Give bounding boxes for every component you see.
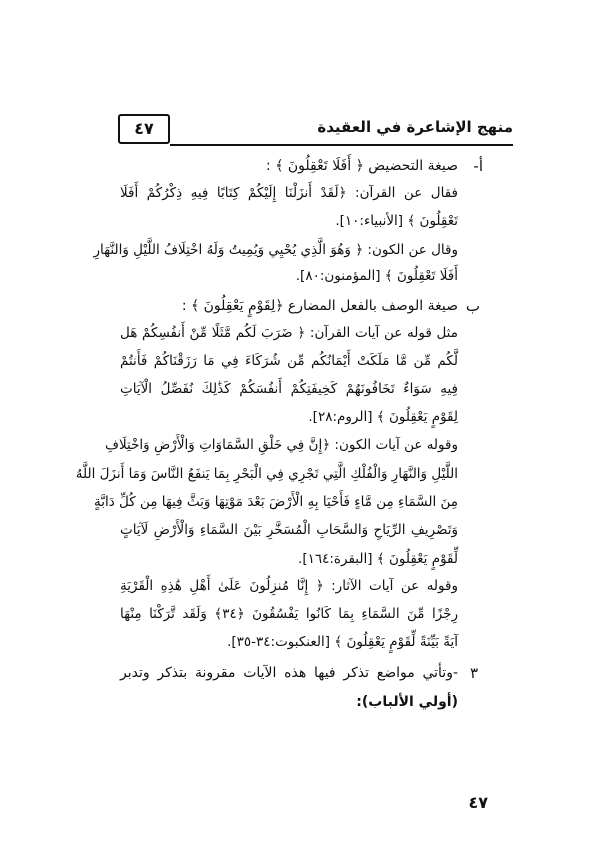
header-page-number: ٤٧ bbox=[118, 114, 170, 144]
section-a-heading: صيغة التحضيض ﴿ أَفَلَا تَعْقِلُونَ ﴾ : bbox=[266, 158, 458, 174]
section-b-line-12: آيَةً بَيِّنَةً لِّقَوْمٍ يَعْقِلُونَ ﴾ [العنكبوت:٣٤-٣٥]. bbox=[227, 634, 458, 650]
section-b-heading: صيغة الوصف بالفعل المضارع ﴿لِقَوْمٍ يَعْقِلُونَ ﴾ : bbox=[181, 298, 458, 314]
section-b-line-5: وقوله عن آيات الكون: ﴿إِنَّ فِي خَلْقِ السَّمَاوَاتِ وَالْأَرْضِ وَاخْتِلَافِ bbox=[104, 437, 458, 453]
page-header bbox=[118, 112, 513, 148]
section-c-line-1: -وتأتي مواضع تذكر فيها هذه الآيات مقرونة بتذكر وتدبر bbox=[120, 665, 458, 681]
section-c-line-2: (أولي الألباب): bbox=[356, 694, 458, 710]
section-b-line-7: مِنَ السَّمَاءِ مِن مَّاءٍ فَأَحْيَا بِهِ الْأَرْضَ بَعْدَ مَوْتِهَا وَبَثَّ فِيهَا مِن كُلِّ دَابَّةٍ bbox=[93, 494, 458, 510]
section-b-marker: ب bbox=[465, 297, 480, 315]
section-b-line-2: لَّكُم مِّن مَّا مَلَكَتْ أَيْمَانُكُم مِّن شُرَكَاءَ فِي مَا رَزَقْنَاكُمْ فَأَنتُمْ bbox=[120, 353, 458, 369]
section-b-line-3: فِيهِ سَوَاءٌ تَخَافُونَهُمْ كَخِيفَتِكُمْ أَنفُسَكُمْ كَذَٰلِكَ نُفَصِّلُ الْآيَاتِ bbox=[120, 381, 458, 397]
section-b-line-11: رِجْزًا مِّنَ السَّمَاءِ بِمَا كَانُوا يَفْسُقُونَ ﴿٣٤﴾ وَلَقَد تَّرَكْنَا مِنْهَا bbox=[120, 606, 459, 622]
header-rule bbox=[170, 144, 513, 146]
section-a-line-2: تَعْقِلُونَ ﴾ [الأنبياء:١٠]. bbox=[335, 213, 458, 229]
section-a-line-3: وقال عن الكون: ﴿ وَهُوَ الَّذِي يُحْيِي وَيُمِيتُ وَلَهُ اخْتِلَافُ اللَّيْلِ وَالنَّهَارِ bbox=[93, 242, 458, 258]
section-b-line-6: اللَّيْلِ وَالنَّهَارِ وَالْفُلْكِ الَّتِي تَجْرِي فِي الْبَحْرِ بِمَا يَنفَعُ النَّاسَ وَمَا أَنزَلَ اللَّهُ bbox=[75, 466, 458, 482]
footer-page-number: ٤٧ bbox=[468, 793, 488, 812]
section-a-line-1: فقال عن القرآن: ﴿لَقَدْ أَنزَلْنَا إِلَيْكُمْ كِتَابًا فِيهِ ذِكْرُكُمْ أَفَلَا bbox=[120, 185, 458, 201]
section-c-marker: ٣ bbox=[469, 664, 478, 682]
section-b-line-10: وقوله عن آيات الآثار: ﴿ إِنَّا مُنزِلُونَ عَلَىٰ أَهْلِ هَٰذِهِ الْقَرْيَةِ bbox=[120, 578, 458, 594]
section-b-line-8: وَتَصْرِيفِ الرِّيَاحِ وَالسَّحَابِ الْمُسَخَّرِ بَيْنَ السَّمَاءِ وَالْأَرْضِ لَآيَاتٍ bbox=[120, 522, 458, 538]
section-b-line-4: لِقَوْمٍ يَعْقِلُونَ ﴾ [الروم:٢٨]. bbox=[308, 409, 458, 425]
section-a-marker: أ- bbox=[473, 157, 483, 175]
section-a-line-4: أَفَلَا تَعْقِلُونَ ﴾ [المؤمنون:٨٠]. bbox=[295, 268, 458, 284]
running-title: منهج الإشاعرة في العقيدة bbox=[317, 118, 513, 136]
section-b-line-1: مثل قوله عن آيات القرآن: ﴿ ضَرَبَ لَكُم مَّثَلًا مِّنْ أَنفُسِكُمْ هَل bbox=[120, 325, 458, 341]
section-b-line-9: لِّقَوْمٍ يَعْقِلُونَ ﴾ [البقرة:١٦٤]. bbox=[298, 551, 458, 567]
